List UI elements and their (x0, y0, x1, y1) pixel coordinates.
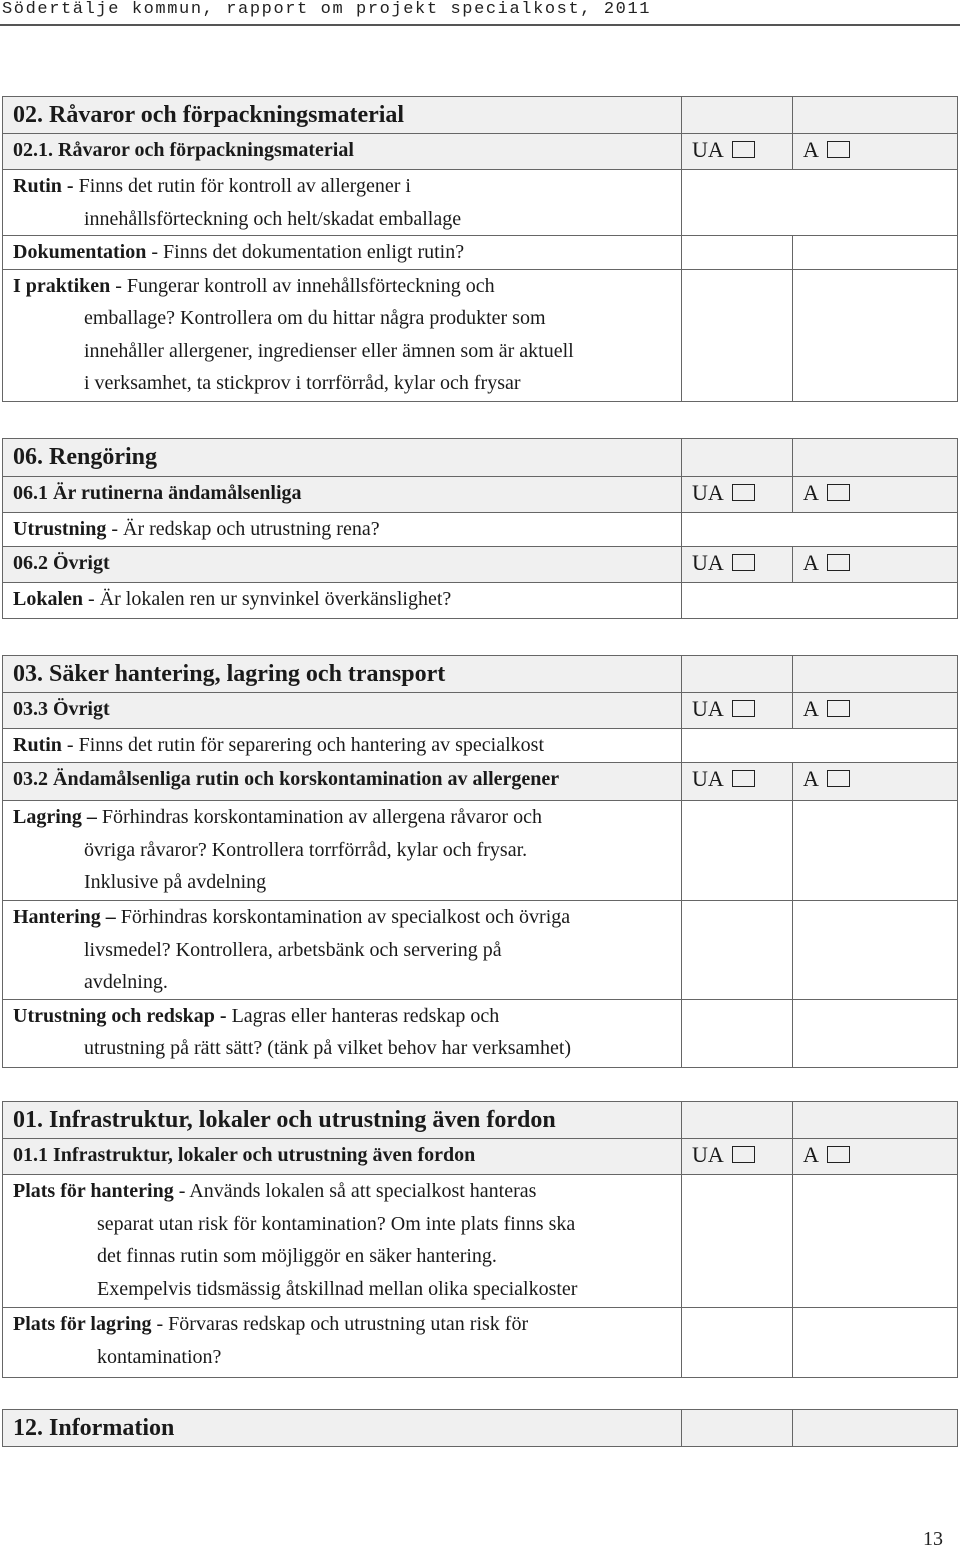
a-cell: A (793, 547, 958, 583)
ua-cell: UA (682, 693, 793, 729)
section-06-table (2, 438, 958, 619)
plats-for-lagring-cell: Plats för lagring - Förvaras redskap och utrustning utan risk för kontamination? (3, 1308, 682, 1378)
section-title: 01. Infrastruktur, lokaler och utrustning även fordon (3, 1102, 682, 1139)
ua-cell: UA (682, 547, 793, 583)
plats-for-hantering-cell: Plats för hantering - Används lokalen så att specialkost hanteras separat utan risk för kontamination? Om inte plats finns ska det finnas rutin som möjliggör en säker hantering. Exempelvis tidsmässig åtskillnad mellan olika specialkoster (3, 1175, 682, 1308)
header-rule (0, 24, 960, 26)
ua-cell: UA (682, 477, 793, 513)
utrustning-cell: Utrustning - Är redskap och utrustning rena? (3, 513, 682, 547)
ua-cell: UA (682, 1139, 793, 1175)
ua-checkbox[interactable] (732, 554, 755, 571)
page-number: 13 (923, 1528, 943, 1550)
ua-checkbox[interactable] (732, 700, 755, 717)
subsection-title: 03.3 Övrigt (3, 693, 682, 729)
subsection-title: 02.1. Råvaror och förpackningsmaterial (3, 134, 682, 170)
section-02-table (2, 96, 958, 402)
section-12-table (2, 1409, 958, 1447)
subsection-title: 01.1 Infrastruktur, lokaler och utrustning även fordon (3, 1139, 682, 1175)
a-checkbox[interactable] (827, 770, 850, 787)
ua-label: UA (692, 137, 724, 162)
section-03-table (2, 655, 958, 1068)
section-title: 12. Information (3, 1410, 682, 1447)
section-title: 03. Säker hantering, lagring och transport (3, 656, 682, 693)
subsection-title: 03.2 Ändamålsenliga rutin och korskontamination av allergener (3, 763, 682, 801)
a-checkbox[interactable] (827, 484, 850, 501)
lagring-cell: Lagring – Förhindras korskontamination av allergena råvaror och övriga råvaror? Kontrollera torrförråd, kylar och frysar. Inklusive på avdelning (3, 801, 682, 901)
a-cell (793, 134, 958, 170)
rutin-cell: Rutin - Finns det rutin för separering och hantering av specialkost (3, 729, 682, 763)
utrustning-redskap-cell: Utrustning och redskap - Lagras eller hanteras redskap och utrustning på rätt sätt? (tänk på vilket behov har verksamhet) (3, 999, 682, 1067)
dokumentation-cell: Dokumentation - Finns det dokumentation enligt rutin? (3, 236, 682, 270)
ua-checkbox[interactable] (732, 141, 755, 158)
rutin-cell: Rutin - Finns det rutin för kontroll av allergener i innehållsförteckning och helt/skadat emballage (3, 170, 682, 236)
subsection-title: 06.2 Övrigt (3, 547, 682, 583)
a-checkbox[interactable] (827, 1146, 850, 1163)
a-cell: A (793, 1139, 958, 1175)
lokalen-cell: Lokalen - Är lokalen ren ur synvinkel överkänslighet? (3, 583, 682, 619)
a-cell: A (793, 693, 958, 729)
a-label: A (803, 137, 819, 162)
a-cell: A (793, 477, 958, 513)
hantering-cell: Hantering – Förhindras korskontamination av specialkost och övriga livsmedel? Kontrollera, arbetsbänk och servering på avdelning. (3, 901, 682, 1000)
ua-checkbox[interactable] (732, 484, 755, 501)
i-praktiken-cell: I praktiken - Fungerar kontroll av innehållsförteckning och emballage? Kontrollera om du hittar några produkter som innehåller allergener, ingredienser eller ämnen som är aktuell i verksamhet, ta stickprov i torrförråd, kylar och frysar (3, 269, 682, 401)
section-title: 06. Rengöring (3, 439, 682, 477)
a-checkbox[interactable] (827, 141, 850, 158)
section-title: 02. Råvaror och förpackningsmaterial (3, 97, 682, 134)
ua-checkbox[interactable] (732, 1146, 755, 1163)
a-checkbox[interactable] (827, 554, 850, 571)
document-header: Södertälje kommun, rapport om projekt specialkost, 2011 (2, 0, 652, 19)
ua-cell: UA (682, 763, 793, 801)
ua-checkbox[interactable] (732, 770, 755, 787)
subsection-title: 06.1 Är rutinerna ändamålsenliga (3, 477, 682, 513)
ua-cell (682, 134, 793, 170)
a-checkbox[interactable] (827, 700, 850, 717)
a-cell: A (793, 763, 958, 801)
section-01-table (2, 1101, 958, 1378)
